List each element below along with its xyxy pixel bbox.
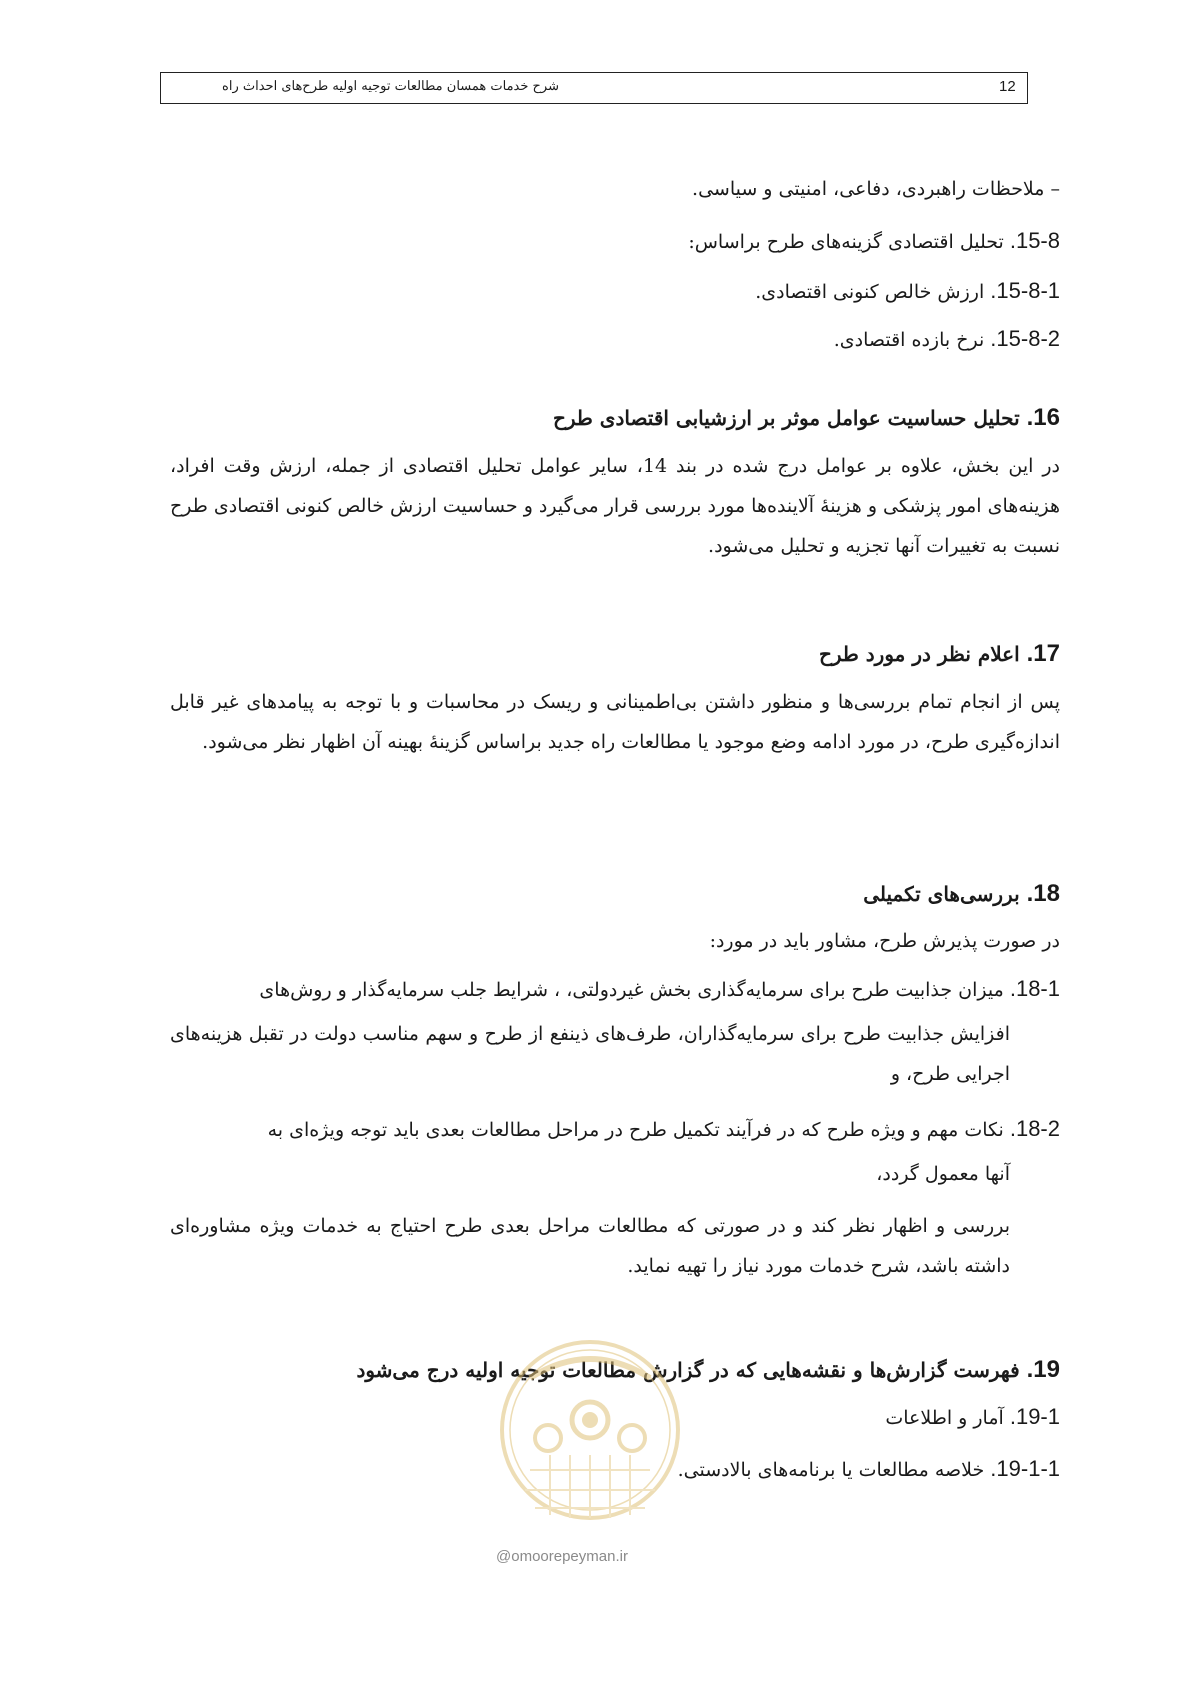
item-number: 15-8-2. (990, 326, 1060, 351)
item-text: نکات مهم و ویژه طرح که در فرآیند تکمیل طرح در مراحل مطالعات بعدی باید توجه ویژه‌ای به (267, 1119, 1010, 1141)
item-15-8-1 (755, 278, 1060, 304)
section-paragraph: پس از انجام تمام بررسی‌ها و منظور داشتن بی‌اطمینانی و ریسک در محاسبات و با توجه به پیامدهای غیر قابل اندازه‌گیری طرح، در مورد ادامه وضع موجود یا مطالعات راه جدید براساس گزینۀ بهینه آن اظهار نظر می‌شود. (170, 691, 1060, 753)
item-text: خلاصه مطالعات یا برنامه‌های بالادستی. (677, 1459, 991, 1481)
item-text: آمار و اطلاعات (885, 1407, 1010, 1429)
item-19-1 (885, 1404, 1060, 1430)
section-title: تحلیل حساسیت عوامل موثر بر ارزشیابی اقتصادی طرح (552, 406, 1027, 430)
item-18-2 (268, 1116, 1060, 1142)
item-15-8 (688, 228, 1060, 254)
section-title: اعلام نظر در مورد طرح (818, 642, 1027, 666)
page-header (160, 72, 1028, 104)
page-number: 12 (999, 78, 1016, 95)
watermark-site: @omoorepeyman.ir (496, 1548, 628, 1565)
section-heading (863, 880, 1060, 908)
section-heading (553, 404, 1060, 432)
item-text: تحلیل اقتصادی گزینه‌های طرح براساس: (688, 231, 1010, 253)
section-title: بررسی‌های تکمیلی (863, 882, 1027, 906)
item-19-1-1 (678, 1456, 1060, 1482)
item-number: 19-1. (1009, 1404, 1060, 1429)
section-heading (819, 640, 1060, 668)
section-heading (356, 1356, 1060, 1384)
header-title: شرح خدمات همسان مطالعات توجیه اولیه طرح‌های احداث راه (222, 79, 559, 94)
item-number: 18-2. (1009, 1116, 1060, 1141)
section-intro: در صورت پذیرش طرح، مشاور باید در مورد: (709, 930, 1060, 952)
section-number: 19. (1026, 1356, 1060, 1383)
item-18-1 (259, 976, 1060, 1002)
section-paragraph: در این بخش، علاوه بر عوامل درج شده در بند 14، سایر عوامل تحلیل اقتصادی از جمله، ارزش وقت افراد، هزینه‌های امور پزشکی و هزینۀ آلاینده‌ها مورد بررسی قرار می‌گیرد و حساسیت ارزش خالص کنونی اقتصادی طرح نسبت به تغییرات آنها تجزیه و تحلیل می‌شود. (169, 455, 1060, 557)
item-15-8-2 (834, 326, 1060, 352)
item-18-2-continuation: آنها معمول گردد، (876, 1163, 1010, 1185)
item-text: ارزش خالص کنونی اقتصادی. (755, 281, 991, 303)
watermark-site-text: omoorepeyman.ir (511, 1548, 628, 1565)
item-18-1-continuation: افزایش جذابیت طرح برای سرمایه‌گذاران، طرف‌های ذینفع از طرح و سهم مناسب دولت در تقبل هزینه‌های اجرایی طرح، و (170, 1023, 1010, 1085)
watermark-logo (490, 1320, 690, 1570)
closing-paragraph: بررسی و اظهار نظر کند و در صورتی که مطالعات مراحل بعدی طرح احتیاج به خدمات ویژه مشاوره‌ای داشته باشد، شرح خدمات مورد نیاز را تهیه نماید. (170, 1215, 1010, 1277)
item-number: 15-8-1. (990, 278, 1060, 303)
section-title: فهرست گزارش‌ها و نقشه‌هایی که در گزارش مطالعات توجیه اولیه درج می‌شود (356, 1358, 1027, 1382)
item-text: نرخ بازده اقتصادی. (833, 329, 991, 351)
section-number: 16. (1026, 404, 1060, 431)
item-number: 19-1-1. (990, 1456, 1060, 1481)
dash-item: – ملاحظات راهبردی، دفاعی، امنیتی و سیاسی. (692, 178, 1060, 200)
item-text: میزان جذابیت طرح برای سرمایه‌گذاری بخش غیردولتی، ، شرایط جلب سرمایه‌گذار و روش‌های (259, 979, 1010, 1001)
item-number: 15-8. (1009, 228, 1060, 253)
item-number: 18-1. (1009, 976, 1060, 1001)
section-number: 18. (1026, 880, 1060, 907)
section-number: 17. (1026, 640, 1060, 667)
